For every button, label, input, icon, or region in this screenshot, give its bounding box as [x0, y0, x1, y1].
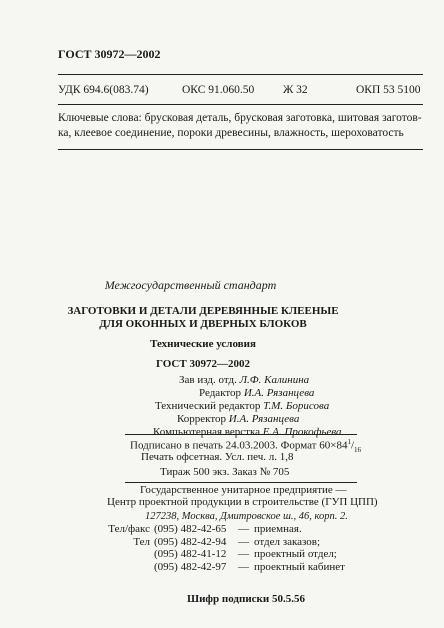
title-line-1: ЗАГОТОВКИ И ДЕТАЛИ ДЕРЕВЯННЫЕ КЛЕЕНЫЕ — [67, 305, 339, 317]
print-type: Печать офсетная. Усл. печ. л. 1,8 — [141, 451, 294, 463]
contact-dept: отдел заказов; — [254, 535, 321, 548]
credit-name: Е.А. Прокофьева — [262, 426, 342, 438]
contact-type — [94, 561, 154, 574]
publisher-line-1: Государственное унитарное предприятие — — [140, 484, 347, 496]
contact-row — [94, 548, 345, 561]
credit-label: Технический редактор — [155, 400, 261, 412]
print-circulation: Тираж 500 экз. Заказ № 705 — [160, 466, 290, 478]
format-sup: 1 — [347, 438, 351, 446]
contact-number: (095) 482-42-65 — [154, 523, 227, 535]
credit-label: Редактор — [199, 387, 242, 399]
group-code: Ж 32 — [283, 84, 308, 96]
contact-dept: приемная. — [254, 523, 302, 535]
publisher-address: 127238, Москва, Дмитровское ш., 46, корп. 2. — [145, 511, 348, 522]
contact-type: Тел/факс — [108, 523, 150, 535]
credit-name: Л.Ф. Калинина — [239, 374, 310, 386]
contact-row — [94, 561, 345, 574]
print-signed: Подписано в печать 24.03.2003. Формат $60\times 84^1/_{16}$ — [130, 438, 362, 454]
contacts-block — [94, 523, 345, 573]
title-line-2: ДЛЯ ОКОННЫХ И ДВЕРНЫХ БЛОКОВ — [99, 318, 307, 330]
contact-type — [94, 548, 154, 561]
subscription-code: Шифр подписки 50.5.56 — [187, 593, 305, 605]
contact-number: (095) 482-41-12 — [154, 548, 227, 560]
credit-name: И.А. Рязанцева — [243, 387, 315, 399]
format-sub: 16 — [354, 445, 362, 454]
print-rule — [125, 482, 357, 483]
credits-rule — [125, 434, 357, 435]
keywords-line-1: Ключевые слова: брусковая деталь, брусковая заготовка, шитовая заготов- — [58, 112, 422, 124]
contact-number: (095) 482-42-94 — [154, 535, 227, 548]
credit-name: Т.М. Борисова — [263, 400, 330, 412]
contact-dash: — — [238, 548, 249, 560]
contact-row — [94, 536, 345, 549]
contact-dept: проектный кабинет — [254, 560, 345, 573]
title-block — [58, 278, 423, 370]
header-rule — [58, 74, 423, 75]
classification-rule — [58, 104, 423, 105]
credit-name: И.А. Рязанцева — [228, 413, 300, 425]
udk-code: УДК 694.6(083.74) — [58, 84, 149, 96]
print-signed-text: Подписано в печать 24.03.2003. Формат 60×84 — [130, 439, 348, 452]
credit-row — [177, 413, 342, 426]
contact-type: Тел — [133, 535, 150, 548]
okp-code: ОКП 53 5100 — [356, 84, 421, 96]
contact-dash: — — [238, 523, 249, 535]
contact-number: (095) 482-42-97 — [154, 560, 227, 573]
contact-row — [94, 523, 345, 536]
subtitle: Технические условия — [150, 338, 256, 350]
publisher-line-2: Центр проектной продукции в строительстве (ГУП ЦПП) — [107, 496, 378, 508]
credit-row — [179, 374, 342, 387]
contact-dash: — — [238, 560, 249, 573]
keywords-line-2: ка, клеевое соединение, пороки древесины, влажность, шероховатость — [58, 127, 404, 139]
credit-label: Компьютерная верстка — [153, 426, 261, 438]
title-code: ГОСТ 30972—2002 — [156, 358, 250, 370]
credit-label: Зав изд. отд. — [179, 374, 237, 386]
credits-block — [155, 374, 342, 439]
standard-code-header: ГОСТ 30972—2002 — [58, 47, 161, 61]
credit-row — [155, 400, 342, 413]
keywords-rule — [58, 149, 423, 150]
contact-dept: проектный отдел; — [254, 548, 337, 560]
contact-dash: — — [238, 535, 249, 548]
credit-label: Корректор — [177, 413, 227, 425]
credit-row — [199, 387, 342, 400]
standard-kind: Межгосударственный стандарт — [104, 278, 277, 292]
oks-code: ОКС 91.060.50 — [182, 84, 255, 96]
